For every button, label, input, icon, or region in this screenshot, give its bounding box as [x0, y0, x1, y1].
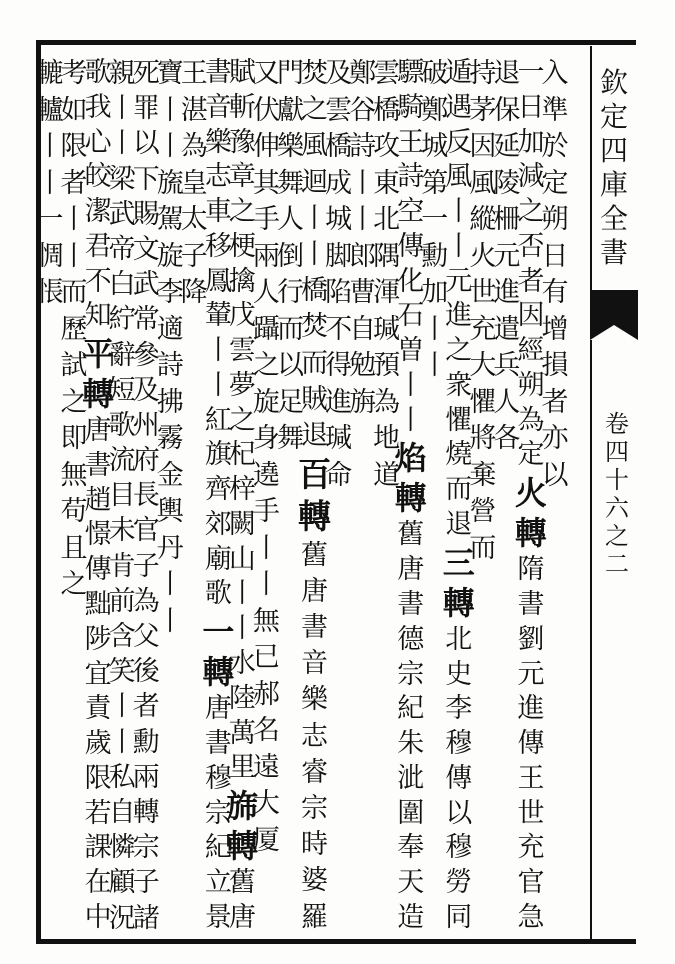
text-column: 焚 之 風 迴 丨 丨 橋 焚 而 賊 退 百 轉 舊 唐 書 音 樂 志 睿 宗 時 婆 羅: [297, 58, 332, 933]
text-column: 一 日 加 減 之 否 者 因 經 朔 為 定 火 轉 隋 書 劉 元 進 傳 王 世 充 官 急: [514, 57, 547, 933]
text-column: 賦 斬 豫 章 之 梗 擒 戊 雲 夢 之 杞 梓 闕 山 丨 丨 水 陸 萬 里 旆 轉 舊 唐: [226, 57, 259, 933]
text-column: 親 丨 丨 梁 武 帝 白 紵 辭 短 歌 流 目 未 肯 前 含 笑 丨 丨 私 自 憐 顧 況: [108, 58, 136, 934]
text-column: 雲 橋 攻 東 北 隅 渾 瑊 預 為 地 道: [373, 58, 401, 491]
volume-number: 卷 四 十 六 之 二: [605, 410, 629, 578]
text-column: 歌 我 心 皎 潔 君 不 知 平 轉 唐 書 趙 憬 傳 黜 陟 宜 責 歲 限 若 課 在 中: [82, 57, 115, 933]
text-column: 破 鄭 城 第 一 勳 加 丨 丨: [421, 58, 449, 381]
book-title: 欽 定 四 庫 全 書: [599, 66, 628, 269]
text-column: 死 罪 以 下 賜 文 武 常 參 及 州 府 長 官 子 為 父 後 者 勳 兩 轉 宗 子 諸: [132, 58, 160, 934]
text-column: 轆 轤 丨 丨 一 惆 悵: [36, 58, 64, 308]
text-column: 考 如 限 者 丨 丨 而 歷 試 之 即 無 苟 且 之: [60, 58, 88, 600]
text-column: 鄭 谷 詩 丨 丨 郎 曹 自 勉 旃: [349, 58, 377, 418]
text-column: 寶 丨 丨 旒 駕 旋 李 適 詩 拂 霧 金 輿 丹 丨 丨: [156, 58, 184, 637]
text-column: 又 伏 伸 其 手 兩 人 躡 之 旋 身 遶 手 丨 丨 無 已 郝 名 遠 大 厦: [252, 58, 280, 856]
text-column: 持 茅 因 風 縱 火 世 充 大 懼 將 棄 營 而: [469, 58, 497, 564]
text-column: 及 雲 橋 成 城 脚 陷 不 得 進 瑊 命: [325, 58, 353, 491]
text-column: 入 準 於 定 朔 日 有 增 損 者 亦 以: [541, 58, 569, 491]
text-column: 遁 遇 反 風 丨 丨 元 進 之 衆 懼 燒 而 退 三 轉 北 史 李 穆 傳 以 穆 勞 同: [442, 57, 475, 933]
fishtail-mark: [590, 290, 638, 340]
text-column: 書 音 樂 志 車 移 鳳 輦 丨 丨 紅 旗 齊 郊 廟 歌 一 轉 唐 書 穆 宗 紀 立 景: [202, 57, 235, 933]
text-column: 驃 騎 王 詩 空 傳 化 石 曽 丨 丨 焰 轉 舊 唐 書 德 宗 紀 朱 泚 圍 奉 天 造: [394, 57, 427, 933]
text-column: 門 獻 樂 舞 人 倒 行 而 以 足 舞: [276, 58, 304, 454]
text-column: 退 保 延 陵 柵 元 進 遣 兵 人 各: [493, 58, 521, 454]
text-column: 王 湛 為 皇 太 子 降: [180, 58, 208, 308]
